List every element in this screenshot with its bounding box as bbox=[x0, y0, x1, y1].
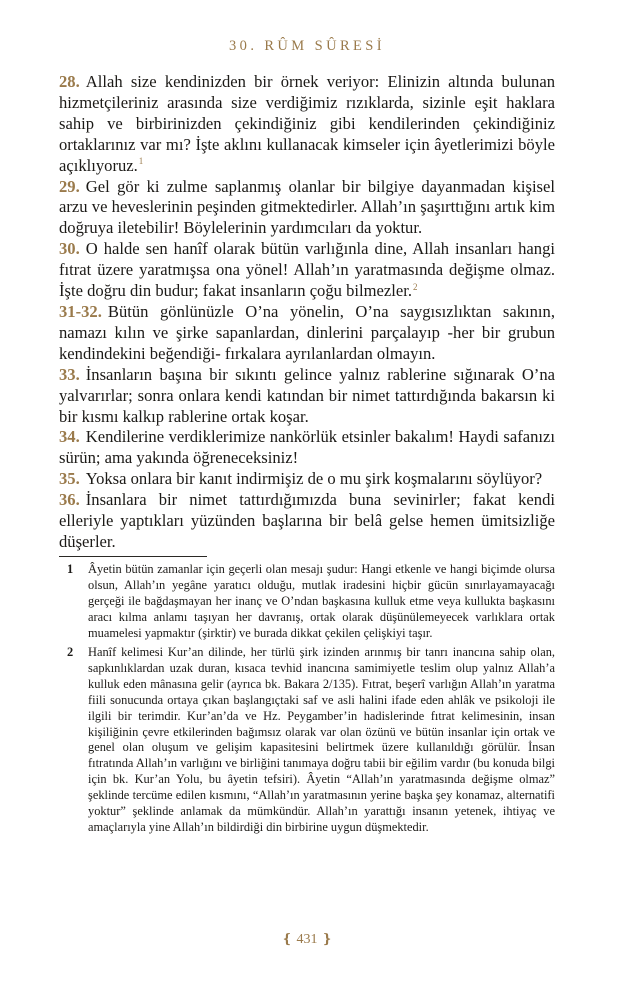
verse-list bbox=[59, 72, 555, 553]
footnote-reference[interactable]: 1 bbox=[138, 156, 144, 167]
ornament-right-icon: ❵ bbox=[321, 931, 333, 946]
page-footer bbox=[59, 931, 555, 948]
footnote bbox=[59, 645, 555, 836]
verse-number: 28. bbox=[59, 72, 80, 91]
verse bbox=[59, 469, 555, 490]
page-number: 431 bbox=[296, 932, 318, 947]
footnote bbox=[59, 562, 555, 642]
footnote-list bbox=[59, 562, 555, 839]
verse-text: Bütün gönlünüzle O’na yönelin, O’na saygısızlıktan sakının, namazı kılın ve şirke sapanlardan, dinlerini parçalayıp -her bir grubun kendindekini beğendiği- fırkalara ayrılanlardan olmayın. bbox=[59, 301, 555, 363]
ornament-left-icon: ❴ bbox=[281, 931, 293, 946]
footnote-separator bbox=[59, 556, 207, 557]
running-header: 30. RÛM SÛRESİ bbox=[229, 38, 385, 54]
verse-text: İnsanların başına bir sıkıntı gelince yalnız rablerine sığınarak O’na yalvarırlar; sonra onlara kendi katından bir nimet tattırdığında bakarsın ki bir kısmı kalkıp rablerine ortak koşar. bbox=[59, 364, 555, 426]
verse-text: O halde sen hanîf olarak bütün varlığınla dine, Allah insanları hangi fıtrat üzere yaratmışsa ona yönel! Allah’ın yaratmasında değişme olmaz. İşte doğru din budur; fakat insanların çoğu bilmezler. bbox=[59, 239, 555, 301]
verse-text: Yoksa onlara bir kanıt indirmişiz de o mu şirk koşmalarını söylüyor? bbox=[85, 469, 543, 489]
verse bbox=[59, 302, 555, 365]
footnote-text: Hanîf kelimesi Kur’an dilinde, her türlü şirk izinden arınmış bir tanrı inancına sahip olan, sapkınlıklardan uzak duran, kısaca tevhid inancına samimiyetle teslim olup yalnız Allah’a kulluk eden mânasına gelir (ayrıca bk. Bakara 2/135). Fıtrat, beşerî varlığın Allah’ın yaratma fiili sonucunda ortaya çıkan başlangıçtaki saf ve asli halini ifade eden ahlâk ve psikoloji ile ilgili bir terimdir. Kur’an’da ve Hz. Peygamber’in hadislerinde fıtrat kelimesinin, insan kişiliğinin çevre etkilerinden bağımsız olarak var olan özünü ve bütün insanlar için ortak ve genel olan oluşum ve gelişim kapasitesini belirtmek üzere kullanıldığı görülür. İnsan fıtratında Allah’ın varlığını ve birliğini tanımaya doğru tabii bir eğilim vardır (bu konuda bilgi için bk. Kur’an Yolu, bu âyetin tefsiri). Âyetin “Allah’ın yaratmasında değişme olmaz” şeklinde tercüme edilen kısmını, “Allah’ın yaratmasının yerine başka şey konamaz, alternatifi yoktur” şeklinde anlamak da mümkündür. Allah’ın yarattığı insanın yetenek, ihtiyaç ve amaçlarıyla yine Allah’ın bildirdiği din birbirine uygun düşmektedir. bbox=[88, 644, 555, 835]
verse bbox=[59, 72, 555, 177]
verse bbox=[59, 427, 555, 469]
verse-number: 29. bbox=[59, 176, 80, 196]
verse-number: 35. bbox=[59, 469, 80, 489]
verse-number: 33. bbox=[59, 364, 80, 384]
verse-number: 36. bbox=[59, 490, 80, 510]
verse bbox=[59, 177, 555, 240]
footnote-text: Âyetin bütün zamanlar için geçerli olan mesajı şudur: Hangi etkenle ve hangi biçimde olursa olsun, Allah’ın yegâne yaratıcı olduğu, mutlak iradesini hiçbir gücün sınırlayamayacağı gerçeği ile bağdaşmayan her inanç ve O’ndan başkasına kulluk etme veya kullukta başkasını aracı kılma anlamı taşıyan her davranış, ortak olarak düşünülemeyecek varlıklara ortak muamelesi yapmaktır (şirktir) ve burada dikkat çekilen çelişkiyi taşır. bbox=[88, 562, 555, 640]
footnote-number: 1 bbox=[67, 562, 74, 576]
footnote-number: 2 bbox=[67, 644, 74, 659]
verse-number: 34. bbox=[59, 427, 80, 447]
verse bbox=[59, 365, 555, 428]
verse-text: Allah size kendinizden bir örnek veriyor: Elinizin altında bulunan hizmetçileriniz arasında size verdiğimiz rızıklarda, sizinle eşit haklara sahip ve birbirinizden çekindiğiniz gibi kendilerinden çekindiğiniz ortaklarınız var mı? İşte aklını kullanacak kimseler için âyetlerimizi böyle açıklıyoruz. bbox=[59, 72, 555, 175]
verse bbox=[59, 490, 555, 553]
verse-text: Gel gör ki zulme saplanmış olanlar bir bilgiye dayanmadan kişisel arzu ve heveslerinin peşinden gitmektedirler. Allah’ın şaşırttığını artık kim doğruya iletebilir! Böylelerinin yardımcıları da yoktur. bbox=[59, 176, 555, 238]
book-page bbox=[59, 0, 555, 986]
verse-number: 31-32. bbox=[59, 301, 102, 321]
verse-text: Kendilerine verdiklerimize nankörlük etsinler bakalım! Haydi safanızı sürün; ama yakında öğreneceksiniz! bbox=[59, 427, 555, 468]
verse bbox=[59, 239, 555, 302]
footnote-reference[interactable]: 2 bbox=[412, 281, 418, 292]
verse-text: İnsanlara bir nimet tattırdığımızda buna sevinirler; fakat kendi elleriyle yaptıkları yüzünden başlarına bir belâ gelse hemen ümitsizliğe düşerler. bbox=[59, 490, 555, 551]
verse-number: 30. bbox=[59, 239, 80, 259]
